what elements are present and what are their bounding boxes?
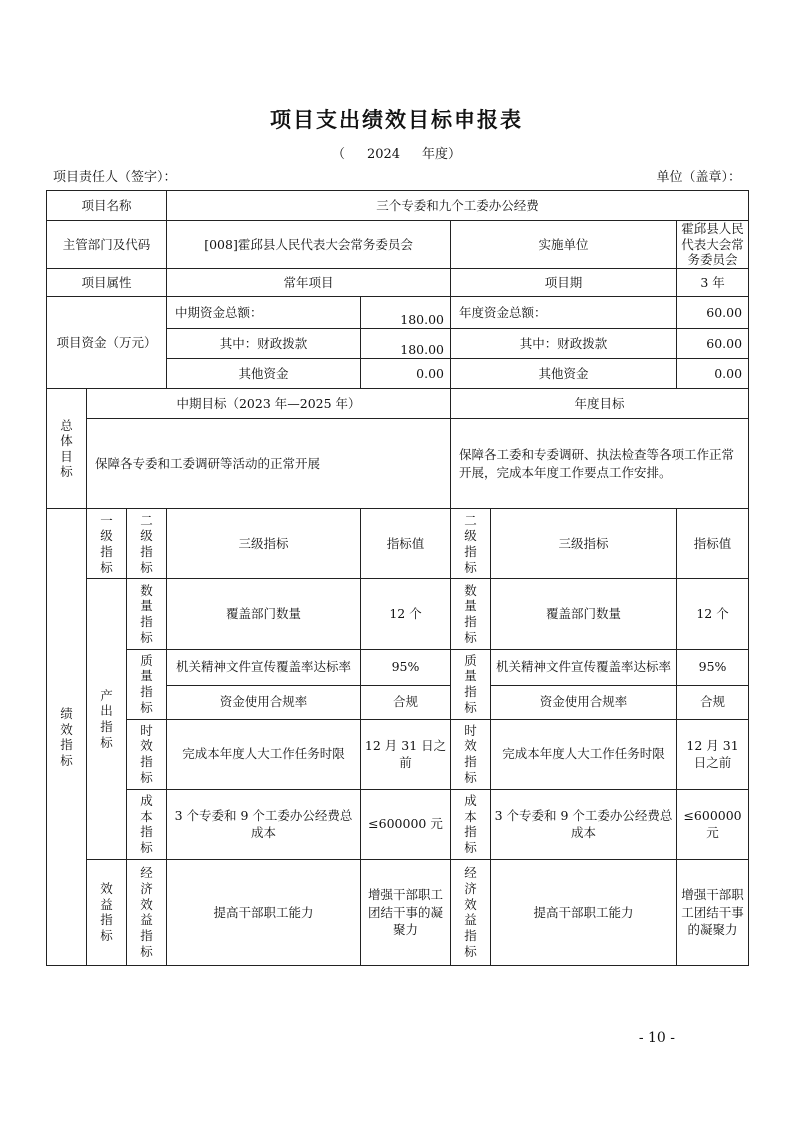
quality1-mid-name: 机关精神文件宣传覆盖率达标率	[167, 649, 361, 685]
unit-seal-label: 单位（盖章）：	[656, 170, 741, 185]
row-department	[47, 221, 749, 269]
page-number: - 10 -	[638, 1030, 675, 1046]
overall-goal-label: 总体目标	[47, 389, 87, 509]
output-indicator-label: 产出指标	[87, 579, 127, 859]
quality2-mid-name: 资金使用合规率	[167, 685, 361, 719]
annual-level2-header: 二级指标	[451, 509, 491, 579]
attr-label: 项目属性	[47, 269, 167, 297]
econ-annual-value: 增强干部职工团结干事的凝聚力	[677, 859, 749, 965]
row-time	[47, 719, 749, 789]
row-goal-headers	[47, 389, 749, 419]
quality1-annual-name: 机关精神文件宣传覆盖率达标率	[491, 649, 677, 685]
annual-cost-label: 成本指标	[451, 789, 491, 859]
annual-value-header: 指标值	[677, 509, 749, 579]
econ-label: 经济效益指标	[127, 859, 167, 965]
quantity-mid-value: 12 个	[361, 579, 451, 649]
funds-label: 项目资金（万元）	[47, 297, 167, 389]
mid-fiscal-label: 其中：财政拨款	[167, 329, 361, 359]
level3-header: 三级指标	[167, 509, 361, 579]
annual-other-label: 其他资金	[451, 359, 677, 389]
value-header: 指标值	[361, 509, 451, 579]
annual-econ-label: 经济效益指标	[451, 859, 491, 965]
annual-goal-header: 年度目标	[451, 389, 749, 419]
time-mid-value: 12 月 31 日之前	[361, 719, 451, 789]
mid-goal-header: 中期目标（2023 年—2025 年）	[87, 389, 451, 419]
quantity-mid-name: 覆盖部门数量	[167, 579, 361, 649]
quality2-annual-name: 资金使用合规率	[491, 685, 677, 719]
year-open: （	[331, 147, 345, 162]
impl-unit-value: 霍邱县人民代表大会常务委员会	[677, 221, 749, 269]
row-economic-benefit	[47, 859, 749, 965]
project-name-value: 三个专委和九个工委办公经费	[167, 191, 749, 221]
page-title: 项目支出绩效目标申报表	[270, 107, 523, 132]
cost-mid-value: ≤600000 元	[361, 789, 451, 859]
cost-label: 成本指标	[127, 789, 167, 859]
quality1-annual-value: 95%	[677, 649, 749, 685]
row-goal-text	[47, 419, 749, 509]
project-name-label: 项目名称	[47, 191, 167, 221]
quality1-mid-value: 95%	[361, 649, 451, 685]
quantity-annual-name: 覆盖部门数量	[491, 579, 677, 649]
mid-total-value: 180.00	[361, 297, 451, 329]
responsible-person-label: 项目责任人（签字）：	[53, 170, 177, 185]
year-value: 2024	[366, 147, 401, 162]
mid-other-label: 其他资金	[167, 359, 361, 389]
annual-total-label: 年度资金总额：	[451, 297, 677, 329]
period-value: 3 年	[677, 269, 749, 297]
row-funds-total	[47, 297, 749, 329]
cost-annual-value: ≤600000 元	[677, 789, 749, 859]
performance-goal-table	[46, 190, 749, 966]
cost-mid-name: 3 个专委和 9 个工委办公经费总成本	[167, 789, 361, 859]
annual-time-label: 时效指标	[451, 719, 491, 789]
dept-label: 主管部门及代码	[47, 221, 167, 269]
quantity-annual-value: 12 个	[677, 579, 749, 649]
row-quality-1	[47, 649, 749, 685]
annual-total-value: 60.00	[677, 297, 749, 329]
cost-annual-name: 3 个专委和 9 个工委办公经费总成本	[491, 789, 677, 859]
dept-value: [008]霍邱县人民代表大会常务委员会	[167, 221, 451, 269]
annual-level3-header: 三级指标	[491, 509, 677, 579]
level1-header: 一级指标	[87, 509, 127, 579]
time-annual-name: 完成本年度人大工作任务时限	[491, 719, 677, 789]
row-project-name	[47, 191, 749, 221]
mid-fiscal-value: 180.00	[361, 329, 451, 359]
year-unit: 年度）	[422, 147, 462, 162]
performance-indicators-label: 绩效指标	[47, 509, 87, 966]
annual-fiscal-label: 其中：财政拨款	[451, 329, 677, 359]
annual-fiscal-value: 60.00	[677, 329, 749, 359]
benefit-indicator-label: 效益指标	[87, 859, 127, 965]
time-label: 时效指标	[127, 719, 167, 789]
quality2-mid-value: 合规	[361, 685, 451, 719]
econ-annual-name: 提高干部职工能力	[491, 859, 677, 965]
row-cost	[47, 789, 749, 859]
impl-unit-label: 实施单位	[451, 221, 677, 269]
fiscal-year	[0, 143, 793, 162]
econ-mid-name: 提高干部职工能力	[167, 859, 361, 965]
mid-total-label: 中期资金总额：	[167, 297, 361, 329]
annual-other-value: 0.00	[677, 359, 749, 389]
level2-header: 二级指标	[127, 509, 167, 579]
time-mid-name: 完成本年度人大工作任务时限	[167, 719, 361, 789]
econ-mid-value: 增强干部职工团结干事的凝聚力	[361, 859, 451, 965]
quality2-annual-value: 合规	[677, 685, 749, 719]
row-quantity	[47, 579, 749, 649]
mid-goal-text: 保障各专委和工委调研等活动的正常开展	[87, 419, 451, 509]
row-attributes	[47, 269, 749, 297]
row-indicator-headers	[47, 509, 749, 579]
quality-label: 质量指标	[127, 649, 167, 719]
annual-goal-text: 保障各工委和专委调研、执法检查等各项工作正常开展，完成本年度工作要点工作安排。	[451, 419, 749, 509]
quantity-label: 数量指标	[127, 579, 167, 649]
period-label: 项目期	[451, 269, 677, 297]
annual-quantity-label: 数量指标	[451, 579, 491, 649]
mid-other-value: 0.00	[361, 359, 451, 389]
attr-value: 常年项目	[167, 269, 451, 297]
annual-quality-label: 质量指标	[451, 649, 491, 719]
time-annual-value: 12 月 31 日之前	[677, 719, 749, 789]
